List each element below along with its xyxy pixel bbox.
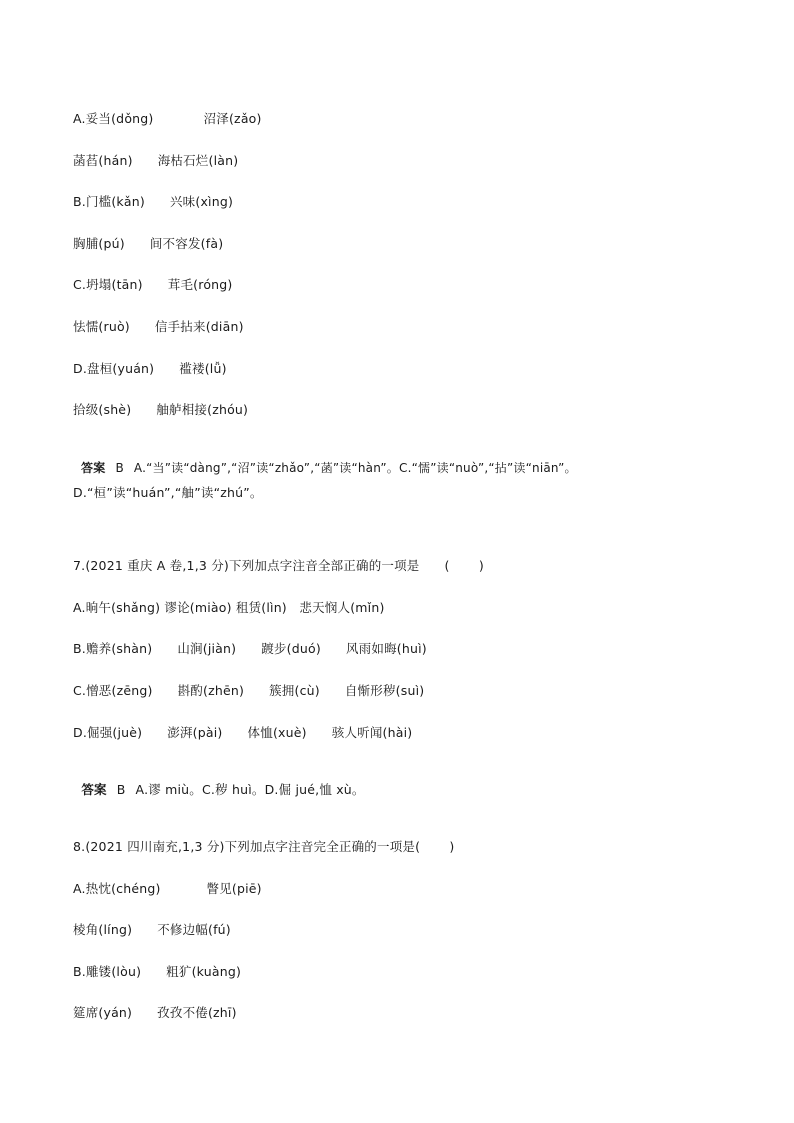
q6-option-b-line1: B.门槛(kǎn) 兴味(xìng)	[73, 194, 234, 209]
q6-option-b-line2: 胸脯(pú) 间不容发(fà)	[73, 236, 224, 251]
q7-option-c: C.憎恶(zēng) 斟酌(zhēn) 簇拥(cù) 自惭形秽(suì)	[73, 683, 425, 698]
q6-option-d-line2: 拾级(shè) 舳舻相接(zhóu)	[73, 402, 249, 417]
q7-stem: 7.(2021 重庆 A 卷,1,3 分)下列加点字注音全部正确的一项是 ( )	[73, 558, 484, 573]
q6-option-a-line2: 菡萏(hán) 海枯石烂(làn)	[73, 153, 239, 168]
answer-letter: B	[116, 782, 126, 797]
q8-option-a-line1: A.热忱(chéng) 瞥见(piē)	[73, 881, 262, 896]
q6-option-c-line1: C.坍塌(tān) 茸毛(róng)	[73, 277, 233, 292]
q8-stem: 8.(2021 四川南充,1,3 分)下列加点字注音完全正确的一项是( )	[73, 839, 455, 854]
answer-label: 答案	[81, 461, 106, 475]
q8-option-b-line1: B.雕镂(lòu) 粗犷(kuàng)	[73, 964, 242, 979]
q6-option-c-line2: 怯懦(ruò) 信手拈来(diān)	[73, 319, 244, 334]
q7-option-d: D.倔强(juè) 澎湃(pài) 体恤(xuè) 骇人听闻(hài)	[73, 725, 413, 740]
q6-answer-line2: D.“桓”读“huán”,“舳”读“zhú”。	[73, 485, 263, 500]
answer-letter: B	[115, 461, 124, 475]
answer-explanation: A.“当”读“dàng”,“沼”读“zhǎo”,“菡”读“hàn”。C.“懦”读“nuò”,“拈”读“niān”。	[133, 461, 577, 475]
q7-option-a: A.晌午(shǎng) 谬论(miào) 租赁(lìn) 悲天悯人(mǐn)	[73, 600, 385, 615]
q8-option-b-line2: 筵席(yán) 孜孜不倦(zhī)	[73, 1005, 237, 1020]
q6-option-d-line1: D.盘桓(yuán) 褴褛(lǚ)	[73, 361, 227, 376]
q7-answer	[73, 766, 365, 798]
q6-answer	[73, 444, 577, 476]
q6-option-a-line1: A.妥当(dǒng) 沼泽(zǎo)	[73, 111, 262, 126]
q7-option-b: B.赡养(shàn) 山涧(jiàn) 踱步(duó) 风雨如晦(huì)	[73, 641, 427, 656]
answer-label: 答案	[81, 782, 107, 797]
answer-explanation: A.谬 miù。C.秽 huì。D.倔 jué,恤 xù。	[135, 782, 365, 797]
q8-option-a-line2: 棱角(líng) 不修边幅(fú)	[73, 922, 231, 937]
